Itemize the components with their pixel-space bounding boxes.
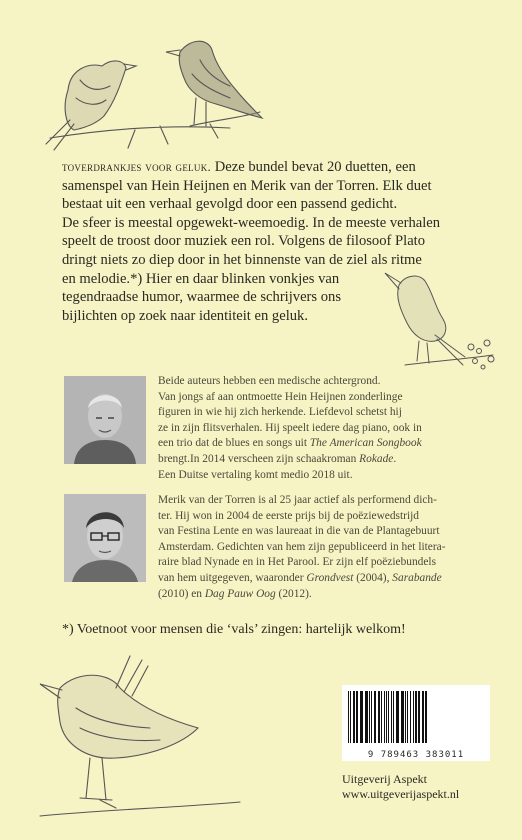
barcode-bar	[405, 691, 406, 743]
blurb-lead: toverdrankjes voor geluk.	[62, 159, 212, 174]
bio-line: een trio dat de blues en songs uit The American Songbook	[158, 437, 422, 450]
barcode-bar	[422, 691, 424, 743]
barcode-bar	[386, 691, 387, 743]
barcode-bar	[391, 691, 392, 743]
barcode-bars	[342, 685, 490, 747]
songbook-title: The American Songbook	[309, 437, 422, 450]
rokade-title: Rokade	[359, 452, 394, 465]
bio-line: van Festina Lente en was laureaat in die van de Plantagebuurt	[158, 525, 440, 538]
dag-pauw-oog-title: Dag Pauw Oog	[204, 587, 276, 600]
author-photo-hein-heijnen	[64, 376, 146, 464]
barcode-bar	[401, 691, 404, 743]
isbn-number: 9 789463 383011	[367, 750, 465, 760]
barcode-bar	[407, 691, 408, 743]
barcode-bar	[388, 691, 389, 743]
bio-line: raire blad Nynade en in Het Parool. Er zijn elf poëziebundels	[158, 556, 437, 569]
barcode-bar	[413, 691, 414, 743]
barcode-bar	[365, 691, 368, 743]
barcode-bar	[353, 691, 355, 743]
blurb-line: bestaat uit een verhaal gevolgd door een passend gedicht.	[62, 196, 398, 213]
barcode-bar	[410, 691, 411, 743]
barcode-bar	[396, 691, 399, 743]
bio-line: figuren in wie hij zich herkende. Liefdevol schetst hij	[158, 406, 402, 419]
bio-line: Beide auteurs hebben een medische achtergrond.	[158, 375, 381, 387]
bio-line: Amsterdam. Gedichten van hem zijn gepubliceerd in het litera-	[158, 540, 446, 553]
barcode-bar	[374, 691, 376, 743]
barcode-bar	[415, 691, 417, 743]
grondvest-title: Grondvest	[306, 571, 354, 584]
author-photo-merik-van-der-torren	[64, 494, 146, 582]
bio-line: Van jongs af aan ontmoette Hein Heijnen zonderlinge	[158, 390, 403, 403]
barcode-bar	[425, 691, 427, 743]
blurb-line: en melodie.*) Hier en daar blinken vonkjes van	[62, 270, 340, 287]
singing-bird-sketch	[375, 265, 505, 385]
publisher-url: www.uitgeverijaspekt.nl	[342, 787, 460, 801]
wren-sketch	[20, 648, 260, 833]
barcode-bar	[418, 691, 420, 743]
barcode-bar	[378, 691, 380, 743]
bio-line: Een Duitse vertaling komt medio 2018 uit.	[158, 468, 353, 481]
bio-line: ze in zijn flitsverhalen. Hij speelt iedere dag piano, ook in	[158, 421, 422, 434]
barcode-bar	[369, 691, 370, 743]
barcode-bar	[381, 691, 382, 743]
bio-line: ter. Hij won in 2004 de eerste prijs bij de poëziewedstrijd	[158, 509, 419, 522]
footnote: *) Voetnoot voor mensen die ‘vals’ zingen: hartelijk welkom!	[62, 622, 406, 637]
bio-line: Merik van der Torren is al 25 jaar actief als performend dich-	[158, 494, 437, 506]
blurb-line: tegendraadse humor, waarmee de schrijvers ons	[62, 289, 342, 306]
bio-line: (2010) en Dag Pauw Oog (2012).	[158, 587, 312, 600]
barcode-bar	[360, 691, 363, 743]
publisher-block	[342, 772, 459, 802]
bio-line: brengt.In 2014 verscheen zijn schaakroman Rokade.	[158, 452, 397, 465]
barcode-bar	[348, 691, 349, 743]
blurb-line: De sfeer is meestal opgewekt-weemoedig. In de meeste verhalen	[62, 214, 441, 231]
blurb-line: Deze bundel bevat 20 duetten, een	[214, 159, 416, 175]
blurb-line: dringt niets zo diep door in het binnenste van de ziel als ritme	[62, 251, 422, 268]
two-birds-sketch	[40, 20, 270, 155]
bio-hein-heijnen	[158, 374, 508, 483]
sarabande-title: Sarabande	[392, 571, 442, 584]
barcode-bar	[384, 691, 385, 743]
bio-merik-van-der-torren	[158, 493, 508, 602]
blurb-line: speelt de troost door muziek een rol. Volgens de filosoof Plato	[62, 233, 426, 250]
barcode-bar	[393, 691, 394, 743]
barcode-bar	[350, 691, 351, 743]
bio-line: van hem uitgegeven, waaronder Grondvest (2004), Sarabande	[158, 571, 442, 584]
publisher-name: Uitgeverij Aspekt	[342, 772, 427, 786]
blurb-line: bijlichten op zoek naar identiteit en geluk.	[62, 307, 308, 324]
blurb-line: samenspel van Hein Heijnen en Merik van der Torren. Elk duet	[62, 177, 432, 194]
barcode-bar	[356, 691, 358, 743]
barcode-bar	[371, 691, 372, 743]
